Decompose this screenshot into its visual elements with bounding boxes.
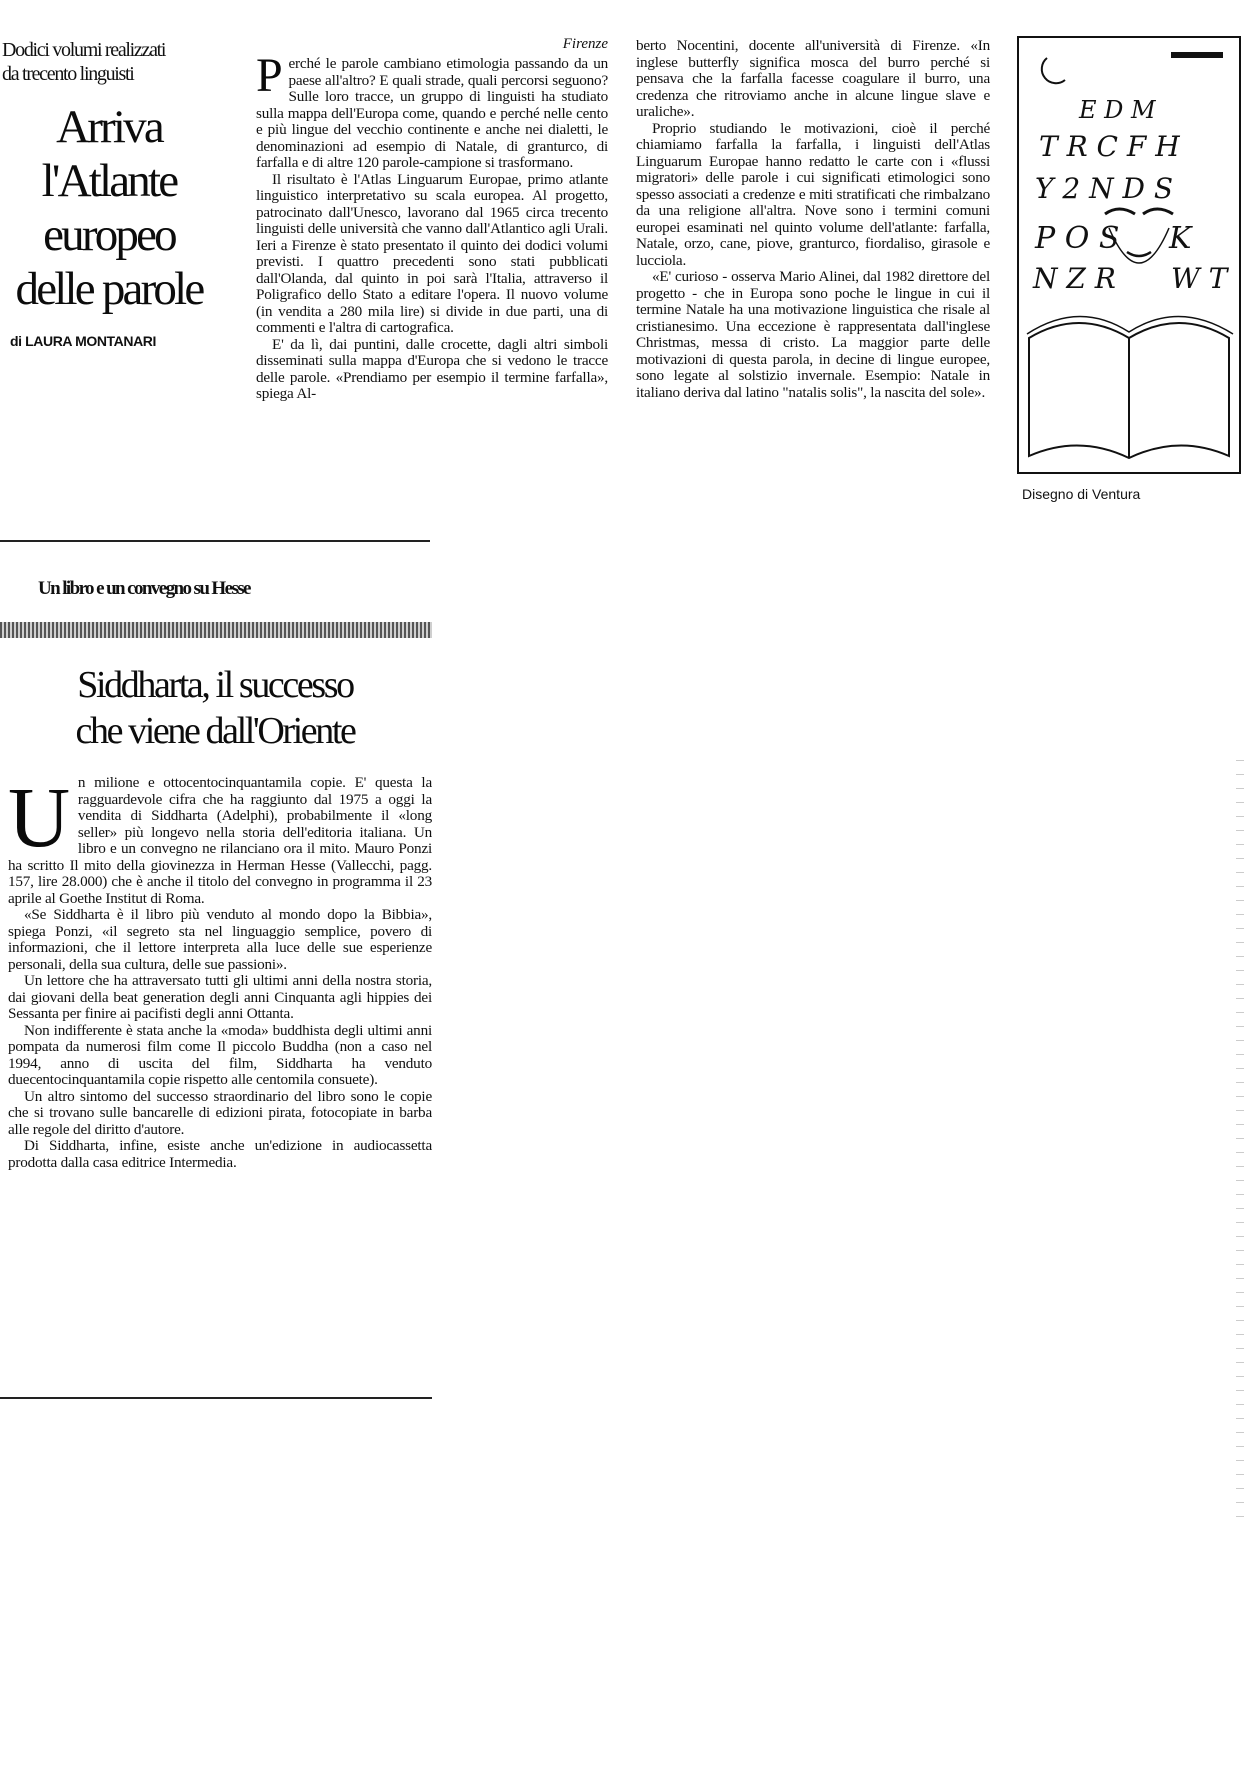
scan-edge-marks: [1236, 760, 1244, 1520]
paragraph: [8, 769, 432, 907]
paragraph: «Se Siddharta è il libro più venduto al mondo dopo la Bibbia», spiega Ponzi, «il segreto sta nel linguaggio semplice, povero di informazioni, che il lettore interpreta alla luce delle sue esperienze personali, della sua cultura, delle sue passioni».: [8, 906, 432, 973]
svg-text:N Z R: N Z R: [1033, 262, 1116, 295]
paragraph: Di Siddharta, infine, esiste anche un'edizione in audiocassetta prodotta dalla casa editrice Intermedia.: [8, 1137, 432, 1171]
article-kicker: [2, 38, 202, 86]
paragraph: E' da lì, dai puntini, dalle crocette, dagli altri simboli disseminati sulla mappa d'Europa che si vedono le tracce delle parole. «Prendiamo per esempio il termine farfalla», spiega Al-: [256, 335, 608, 402]
headline-line: che viene dall'Oriente: [75, 710, 355, 752]
article-headline: [4, 100, 214, 316]
paragraph-text: erché le parole cambiano etimologia passando da un paese all'altro? E quali strade, quali percorsi seguono? Sulle loro tracce, un gruppo di linguisti ha studiato sulla mappa dell'Europa come, quando e perché nelle cento e più lingue del vecchio continente e anche nei dialetti, le denominazioni ad esempio di Natale, di granturco, di farfalla e di altre 120 parole-campione si trasformano.: [256, 55, 608, 171]
svg-text:T R C F H: T R C F H: [1039, 130, 1180, 163]
drop-cap: U: [8, 769, 70, 865]
paragraph: Proprio studiando le motivazioni, cioè il perché chiamiamo farfalla la farfalla, i linguisti dell'Atlas Linguarum Europae hanno redatto le carte con i «flussi migratori» delle parole i cui significati etimologici sono spesso associati a credenze e miti stratificati che rimbalzano da una religione all'altra. Nove sono i termini comuni europei esaminati nel quinto volume dell'atlante: farfalla, Natale, orzo, cane, piove, granturco, fiordaliso, girasole e lucciola.: [636, 119, 990, 269]
svg-text:P O S: P O S: [1035, 221, 1120, 256]
svg-text:Y 2 N D S: Y 2 N D S: [1035, 172, 1174, 205]
byline: di LAURA MONTANARI: [10, 333, 157, 349]
dateline: Firenze: [562, 36, 608, 52]
paragraph: «E' curioso - osserva Mario Alinei, dal 1982 direttore del progetto - che in Europa sono poche le lingue in cui il termine Natale ha una motivazione linguistica che risale al cristianesimo. Una eccezione è rappresentata dall'inglese Christmas, messa di cristo. La maggior parte delle motivazioni di questa parola, in decine di lingue europee, sono legate al solstizio invernale. Esempio: Natale in italiano deriva dal latino "natalis solis", la nascita del sole».: [636, 268, 990, 401]
paragraph: berto Nocentini, docente all'università di Firenze. «In inglese butterfly significa mosca del burro perché si pensava che la farfalla facesse coagulare il burro, una credenza che ritroviamo anche in alcune lingue slave e uraliche».: [636, 37, 990, 120]
headline-line: europeo: [43, 209, 175, 261]
article-column-1: [256, 49, 608, 403]
article-column-2: [636, 38, 990, 401]
kicker-line: da trecento linguisti: [2, 63, 134, 85]
svg-text:W T: W T: [1171, 262, 1228, 295]
book-letters-drawing: [1019, 38, 1239, 472]
article-2-body: [8, 769, 432, 1171]
headline-line: l'Atlante: [41, 155, 177, 207]
paragraph: [256, 49, 608, 172]
headline-line: Arriva: [56, 101, 162, 153]
headline-line: Siddharta, il successo: [77, 664, 353, 706]
illustration-caption: Disegno di Ventura: [1022, 486, 1141, 502]
illustration: [1017, 36, 1241, 474]
paragraph: Un lettore che ha attraversato tutti gli ultimi anni della nostra storia, dai giovani della beat generation degli anni Cinquanta agli hippies dei Sessanta per finire ai pacifisti degli anni Ottanta.: [8, 972, 432, 1022]
headline-line: delle parole: [15, 263, 203, 315]
paragraph: Il risultato è l'Atlas Linguarum Europae, primo atlante linguistico interpretativo su scala europea. Al progetto, patrocinato dall'Unesco, lavorano dal 1965 circa trecento linguisti delle università che vanno dall'Atlantico agli Urali. Ieri a Firenze è stato presentato il quinto dei dodici volumi previsti. I quattro precedenti sono stati pubblicati dall'Olanda, dal quinto in poi sarà l'Italia, attraverso il Poligrafico dello Stato a editare l'opera. Il nuovo volume (in vendita a 280 mila lire) si divide in due parti, una di commenti e l'altra di cartografica.: [256, 170, 608, 336]
halftone-bar: [0, 622, 432, 638]
svg-text:E D M: E D M: [1079, 96, 1156, 124]
drop-cap: P: [256, 49, 283, 102]
paragraph: Non indifferente è stata anche la «moda» buddhista degli ultimi anni pompata da numerosi film come Il piccolo Buddha (non a caso nel 1994, anno di uscita del film, Siddharta ha venduto duecentocinquantamila copie rispetto alle centomila consuete).: [8, 1021, 432, 1088]
article-headline-2: [20, 662, 410, 754]
svg-text:K: K: [1169, 221, 1192, 256]
kicker-line: Dodici volumi realizzati: [2, 39, 166, 61]
paragraph-text: n milione e ottocentocinquantamila copie. E' questa la ragguardevole cifra che ha raggiunto dal 1975 a oggi la vendita di Siddharta (Adelphi), probabilmente il «long seller» più longevo nella storia dell'editoria italiana. Un libro e un convegno ne rilanciano ora il mito. Mauro Ponzi ha scritto Il mito della giovinezza in Herman Hesse (Vallecchi, pagg. 157, lire 28.000) che è anche il titolo del convegno in programma il 23 aprile al Goethe Institut di Roma.: [8, 774, 432, 907]
section-title: Un libro e un convegno su Hesse: [38, 578, 250, 599]
section-divider: [0, 540, 430, 542]
bottom-divider: [0, 1397, 432, 1399]
paragraph: Un altro sintomo del successo straordinario del libro sono le copie che si trovano sulle bancarelle di edizioni pirata, fotocopiate in barba alle regole del diritto d'autore.: [8, 1087, 432, 1138]
